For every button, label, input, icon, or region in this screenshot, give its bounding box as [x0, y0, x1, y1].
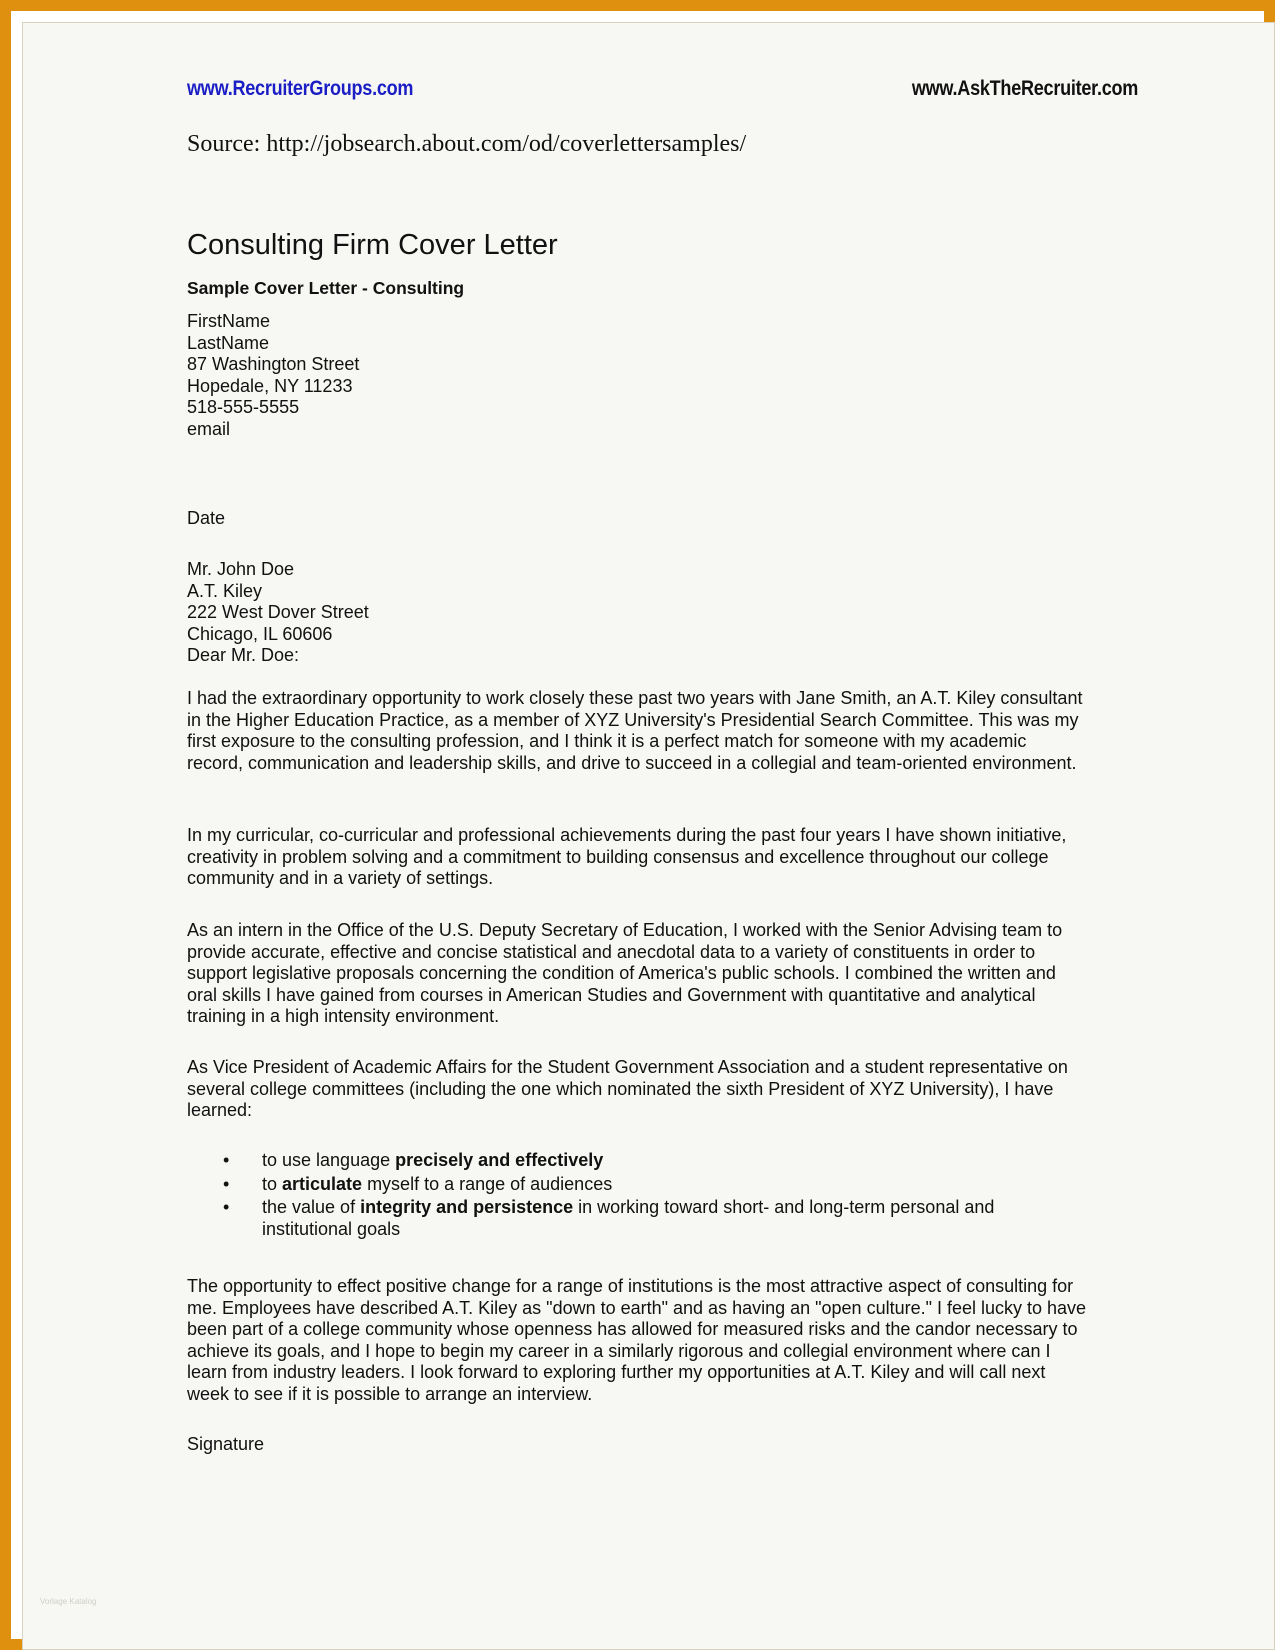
closing-paragraph: The opportunity to effect positive change for a range of institutions is the most attractive aspect of consulting for me. Employees have described A.T. Kiley as "down to earth" and as having an "open culture." I feel lucky to have been part of a college community whose openness has allowed for measured risks and the candor necessary to achieve its goals, and I hope to begin my career in a similarly rigorous and collegial environment where can I learn from industry leaders. I look forward to exploring further my opportunities at A.T. Kiley and will call next week to see if it is possible to arrange an interview. — [187, 1276, 1087, 1404]
list-item — [187, 1174, 1087, 1196]
signature-block — [187, 1434, 1087, 1456]
bullet-icon: • — [223, 1197, 230, 1217]
list-item-text: myself to a range of audiences — [362, 1173, 613, 1194]
skills-list — [187, 1150, 1087, 1242]
sender-last-name: LastName — [187, 332, 270, 353]
list-item — [187, 1150, 1087, 1172]
list-item-bold: articulate — [282, 1173, 363, 1194]
list-item-bold: precisely and effectively — [395, 1150, 604, 1170]
list-item — [187, 1197, 1087, 1240]
watermark-text: Vorlage Katalog — [40, 1597, 97, 1606]
list-item-text: the value of — [262, 1197, 361, 1217]
list-item-bold: integrity and persistence — [360, 1197, 574, 1217]
bullet-icon: • — [223, 1150, 230, 1170]
salutation: Dear Mr. Doe: — [187, 645, 300, 665]
recipient-name: Mr. John Doe — [187, 559, 295, 579]
recruitergroups-link[interactable]: www.RecruiterGroups.com — [187, 77, 414, 100]
recipient-address — [187, 559, 1087, 667]
bullet-icon: • — [223, 1173, 230, 1194]
recipient-city: Chicago, IL 60606 — [187, 623, 333, 644]
signature-text: Signature — [187, 1434, 265, 1454]
list-item-text: to use language — [262, 1150, 396, 1170]
body-paragraph-4: As Vice President of Academic Affairs for the Student Government Association and a student representative on several college committees (including the one which nominated the sixth President of XYZ University), I have learned: — [187, 1057, 1068, 1120]
body-paragraph-2: In my curricular, co-curricular and professional achievements during the past four years I have shown initiative, creativity in problem solving and a commitment to building consensus and excellence throughout our college community and in a variety of settings. — [187, 825, 1067, 888]
sender-phone: 518-555-5555 — [187, 397, 300, 417]
letter-date — [187, 508, 1087, 530]
date-text: Date — [187, 508, 226, 528]
list-item-text: in working toward short- and long-term personal and institutional goals — [262, 1197, 995, 1239]
sender-street: 87 Washington Street — [187, 354, 360, 374]
sender-first-name: FirstName — [187, 311, 271, 331]
sender-city: Hopedale, NY 11233 — [187, 375, 353, 396]
source-line: Source: http://jobsearch.about.com/od/coverlettersamples/ — [187, 131, 747, 157]
sender-address — [187, 311, 1087, 440]
letter-subtitle: Sample Cover Letter - Consulting — [187, 278, 465, 298]
body-paragraph-3: As an intern in the Office of the U.S. Deputy Secretary of Education, I worked with the Senior Advising team to provide accurate, effective and concise statistical and anecdotal data to a variety of constituents in order to support legislative proposals concerning the condition of America's public schools. I combined the written and oral skills I have gained from courses in American Studies and Government with quantitative and analytical training in a high intensity environment. — [187, 920, 1063, 1026]
sender-email: email — [187, 418, 231, 439]
asktherecruiter-link[interactable]: www.AskTheRecruiter.com — [911, 77, 1138, 100]
body-paragraph-1: I had the extraordinary opportunity to work closely these past two years with Jane Smith, an A.T. Kiley consultant in the Higher Education Practice, as a member of XYZ University's Presidential Search Committee. This was my first exposure to the consulting profession, and I think it is a perfect match for someone with my academic record, communication and leadership skills, and drive to succeed in a collegial and team-oriented environment. — [187, 688, 1083, 773]
recipient-company: A.T. Kiley — [187, 580, 263, 601]
recipient-street: 222 West Dover Street — [187, 602, 369, 622]
letter-title: Consulting Firm Cover Letter — [187, 229, 558, 261]
list-item-text: to — [262, 1173, 283, 1194]
